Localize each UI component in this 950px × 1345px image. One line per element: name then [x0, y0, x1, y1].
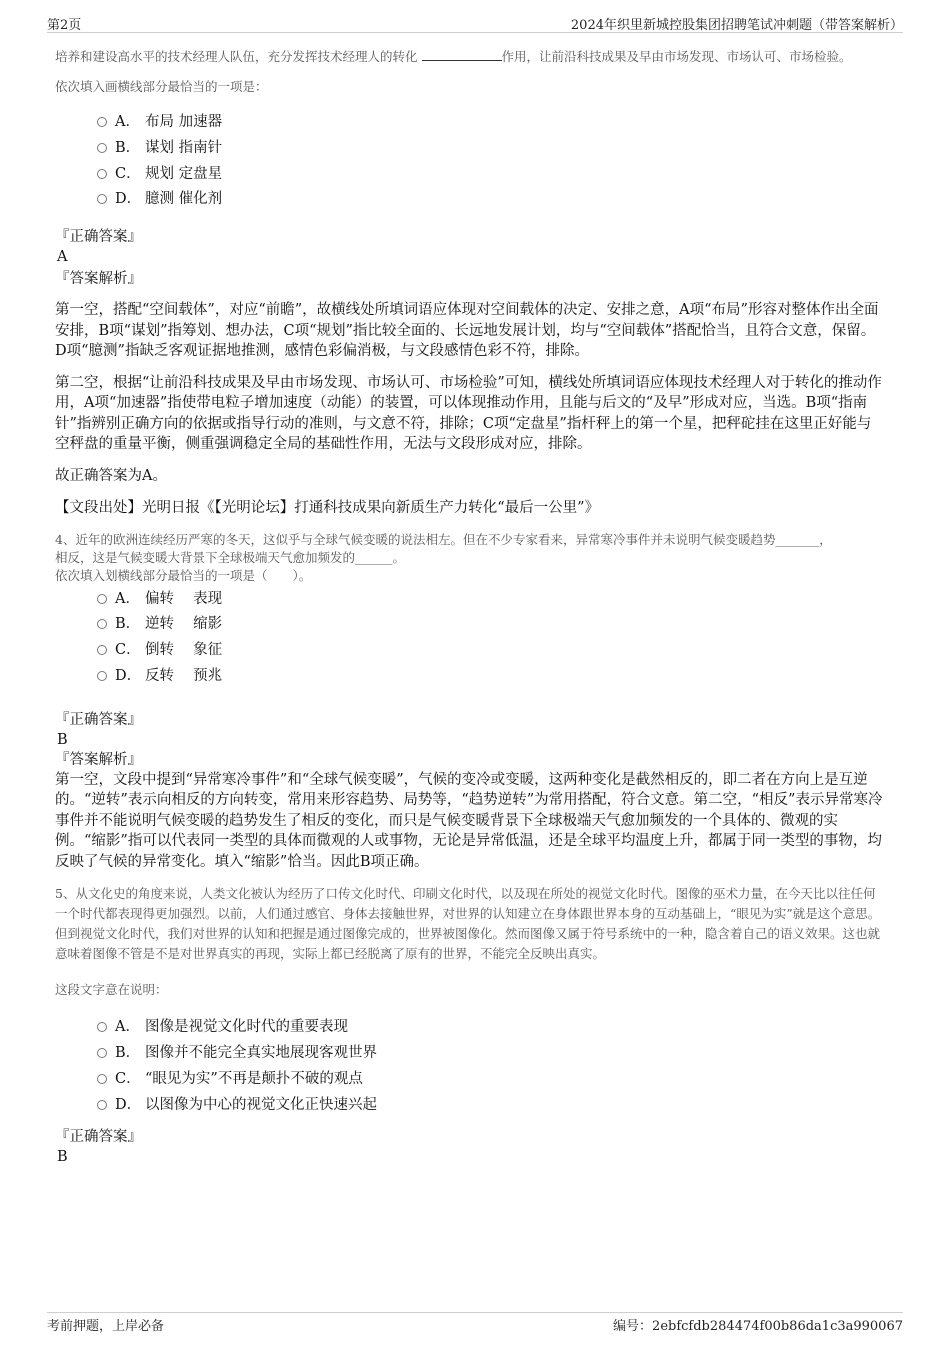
q4-prompt: 依次填入划横线部分最恰当的一项是（ ）。: [55, 567, 312, 583]
q4-answer-label: 『正确答案』: [55, 711, 142, 728]
q5-option-b[interactable]: B． 图像并不能完全真实地展现客观世界: [97, 1041, 885, 1067]
q5-option-c[interactable]: C． “眼见为实”不再是颠扑不破的观点: [97, 1067, 885, 1093]
q4-option-c[interactable]: C． 倒转 象征: [97, 638, 885, 664]
radio-icon[interactable]: [97, 117, 107, 127]
document-title: 2024年织里新城控股集团招聘笔试冲刺题（带答案解析）: [570, 18, 903, 33]
document-id: 编号：2ebfcfdb284474f00b86da1c3a990067: [613, 1319, 903, 1334]
radio-icon[interactable]: [97, 619, 107, 629]
page-header: [47, 14, 903, 33]
q4-option-d[interactable]: D． 反转 预兆: [97, 664, 885, 690]
q5-prompt: 这段文字意在说明：: [55, 982, 168, 998]
q3-analysis-label: 『答案解析』: [55, 271, 142, 288]
q3-analysis-3: 故正确答案为A。: [55, 467, 167, 484]
radio-icon[interactable]: [97, 194, 107, 204]
q3-option-c[interactable]: C． 规划 定盘星: [97, 162, 885, 188]
q4-analysis-label: 『答案解析』: [55, 751, 142, 768]
q3-answer: A: [57, 249, 68, 266]
q3-prompt: 依次填入画横线部分最恰当的一项是：: [55, 79, 268, 94]
q4-analysis: 第一空，文段中提到“异常寒冷事件”和“全球气候变暖”，气候的变冷或变暖，这两种变化是截然相反的，即二者在方向上是互逆的。“逆转”表示向相反的方向转变，常用来形容趋势、局势等，“趋势逆转”为常用搭配，符合文意。第二空，“相反”表示异常寒冷事件并不能说明气候变暖的趋势发生了相反的变化，而只是气候变暖背景下全球极端天气愈加频发的一个具体的、微观的实例。“缩影”指可以代表同一类型的具体而微观的人或事物，无论是异常低温，还是全球平均温度上升，都属于同一类型的事物，均反映了气候的异常变化。填入“缩影”恰当。因此B项正确。: [55, 771, 883, 870]
q3-stem-after: 作用，让前沿科技成果及早由市场发现、市场认可、市场检验。: [501, 49, 852, 64]
radio-icon[interactable]: [97, 1074, 107, 1084]
page-content: [55, 48, 885, 1167]
q3-option-a[interactable]: A． 布局 加速器: [97, 110, 885, 136]
q4-stem-line1: 4、近年的欧洲连续经历严寒的冬天，这似乎与全球气候变暖的说法相左。但在不少专家看来，异常寒冷事件并未说明气候变暖趋势_______，: [55, 531, 832, 547]
q3-blank: [422, 49, 502, 61]
q5-answer: B: [57, 1148, 68, 1165]
radio-icon[interactable]: [97, 645, 107, 655]
q5-answer-label: 『正确答案』: [55, 1128, 142, 1145]
page-footer: [47, 1312, 903, 1334]
q3-stem-before: 培养和建设高水平的技术经理人队伍，充分发挥技术经理人的转化: [55, 49, 418, 64]
q3-option-d[interactable]: D． 臆测 催化剂: [97, 187, 885, 213]
footer-slogan: 考前押题，上岸必备: [47, 1319, 165, 1334]
q5-option-a[interactable]: A． 图像是视觉文化时代的重要表现: [97, 1015, 885, 1041]
q3-options: [97, 110, 885, 213]
q5-stem: 5、从文化史的角度来说，人类文化被认为经历了口传文化时代、印刷文化时代，以及现在所处的视觉文化时代。图像的巫术力量，在今天比以往任何一个时代都表现得更加强烈。以前，人们通过感官、身体去接触世界，对世界的认知建立在身体跟世界本身的互动基础上，“眼见为实”就是这个意思。但到视觉文化时代，我们对世界的认知和把握是通过图像完成的，世界被图像化。然而图像又属于符号系统中的一种，隐含着自己的语义效果。这也就意味着图像不管是不是对世界真实的再现，实际上都已经脱离了原有的世界，不能完全反映出真实。: [55, 886, 881, 962]
q4-answer: B: [57, 731, 68, 748]
page-number: 第2页: [47, 18, 82, 33]
q4-stem-line2: 相反，这是气候变暖大背景下全球极端天气愈加频发的______。: [55, 549, 406, 565]
q4-options: [97, 587, 885, 690]
radio-icon[interactable]: [97, 1022, 107, 1032]
q3-source: 【文段出处】光明日报《【光明论坛】打通科技成果向新质生产力转化“最后一公里”》: [55, 500, 600, 517]
radio-icon[interactable]: [97, 169, 107, 179]
q3-analysis-1: 第一空，搭配“空间载体”，对应“前瞻”，故横线处所填词语应体现对空间载体的决定、安排之意，A项“布局”形容对整体作出全面安排，B项“谋划”指筹划、想办法，C项“规划”指比较全面的、长远地发展计划，均与“空间载体”搭配恰当，且符合文意，保留。D项“臆测”指缺乏客观证据地推测，感情色彩偏消极，与文段感情色彩不符，排除。: [55, 302, 879, 360]
radio-icon[interactable]: [97, 1100, 107, 1110]
q5-options: [97, 1015, 885, 1118]
radio-icon[interactable]: [97, 671, 107, 681]
q4-option-b[interactable]: B． 逆转 缩影: [97, 612, 885, 638]
q3-answer-label: 『正确答案』: [55, 229, 142, 246]
radio-icon[interactable]: [97, 594, 107, 604]
q5-option-d[interactable]: D． 以图像为中心的视觉文化正快速兴起: [97, 1093, 885, 1119]
radio-icon[interactable]: [97, 143, 107, 153]
q4-option-a[interactable]: A． 偏转 表现: [97, 587, 885, 613]
radio-icon[interactable]: [97, 1048, 107, 1058]
q3-analysis-2: 第二空，根据“让前沿科技成果及早由市场发现、市场认可、市场检验”可知，横线处所填词语应体现技术经理人对于转化的推动作用，A项“加速器”指使带电粒子增加速度（动能）的装置，可以体现推动作用，且能与后文的“及早”形成对应，当选。B项“指南针”指辨别正确方向的依据或指导行动的准则，与文意不符，排除；C项“定盘星”指杆秤上的第一个星，把秤砣挂在这里正好能与空秤盘的重量平衡，侧重强调稳定全局的基础性作用，无法与文段形成对应，排除。: [55, 374, 882, 453]
q3-stem: [55, 48, 885, 66]
q3-option-b[interactable]: B． 谋划 指南针: [97, 136, 885, 162]
